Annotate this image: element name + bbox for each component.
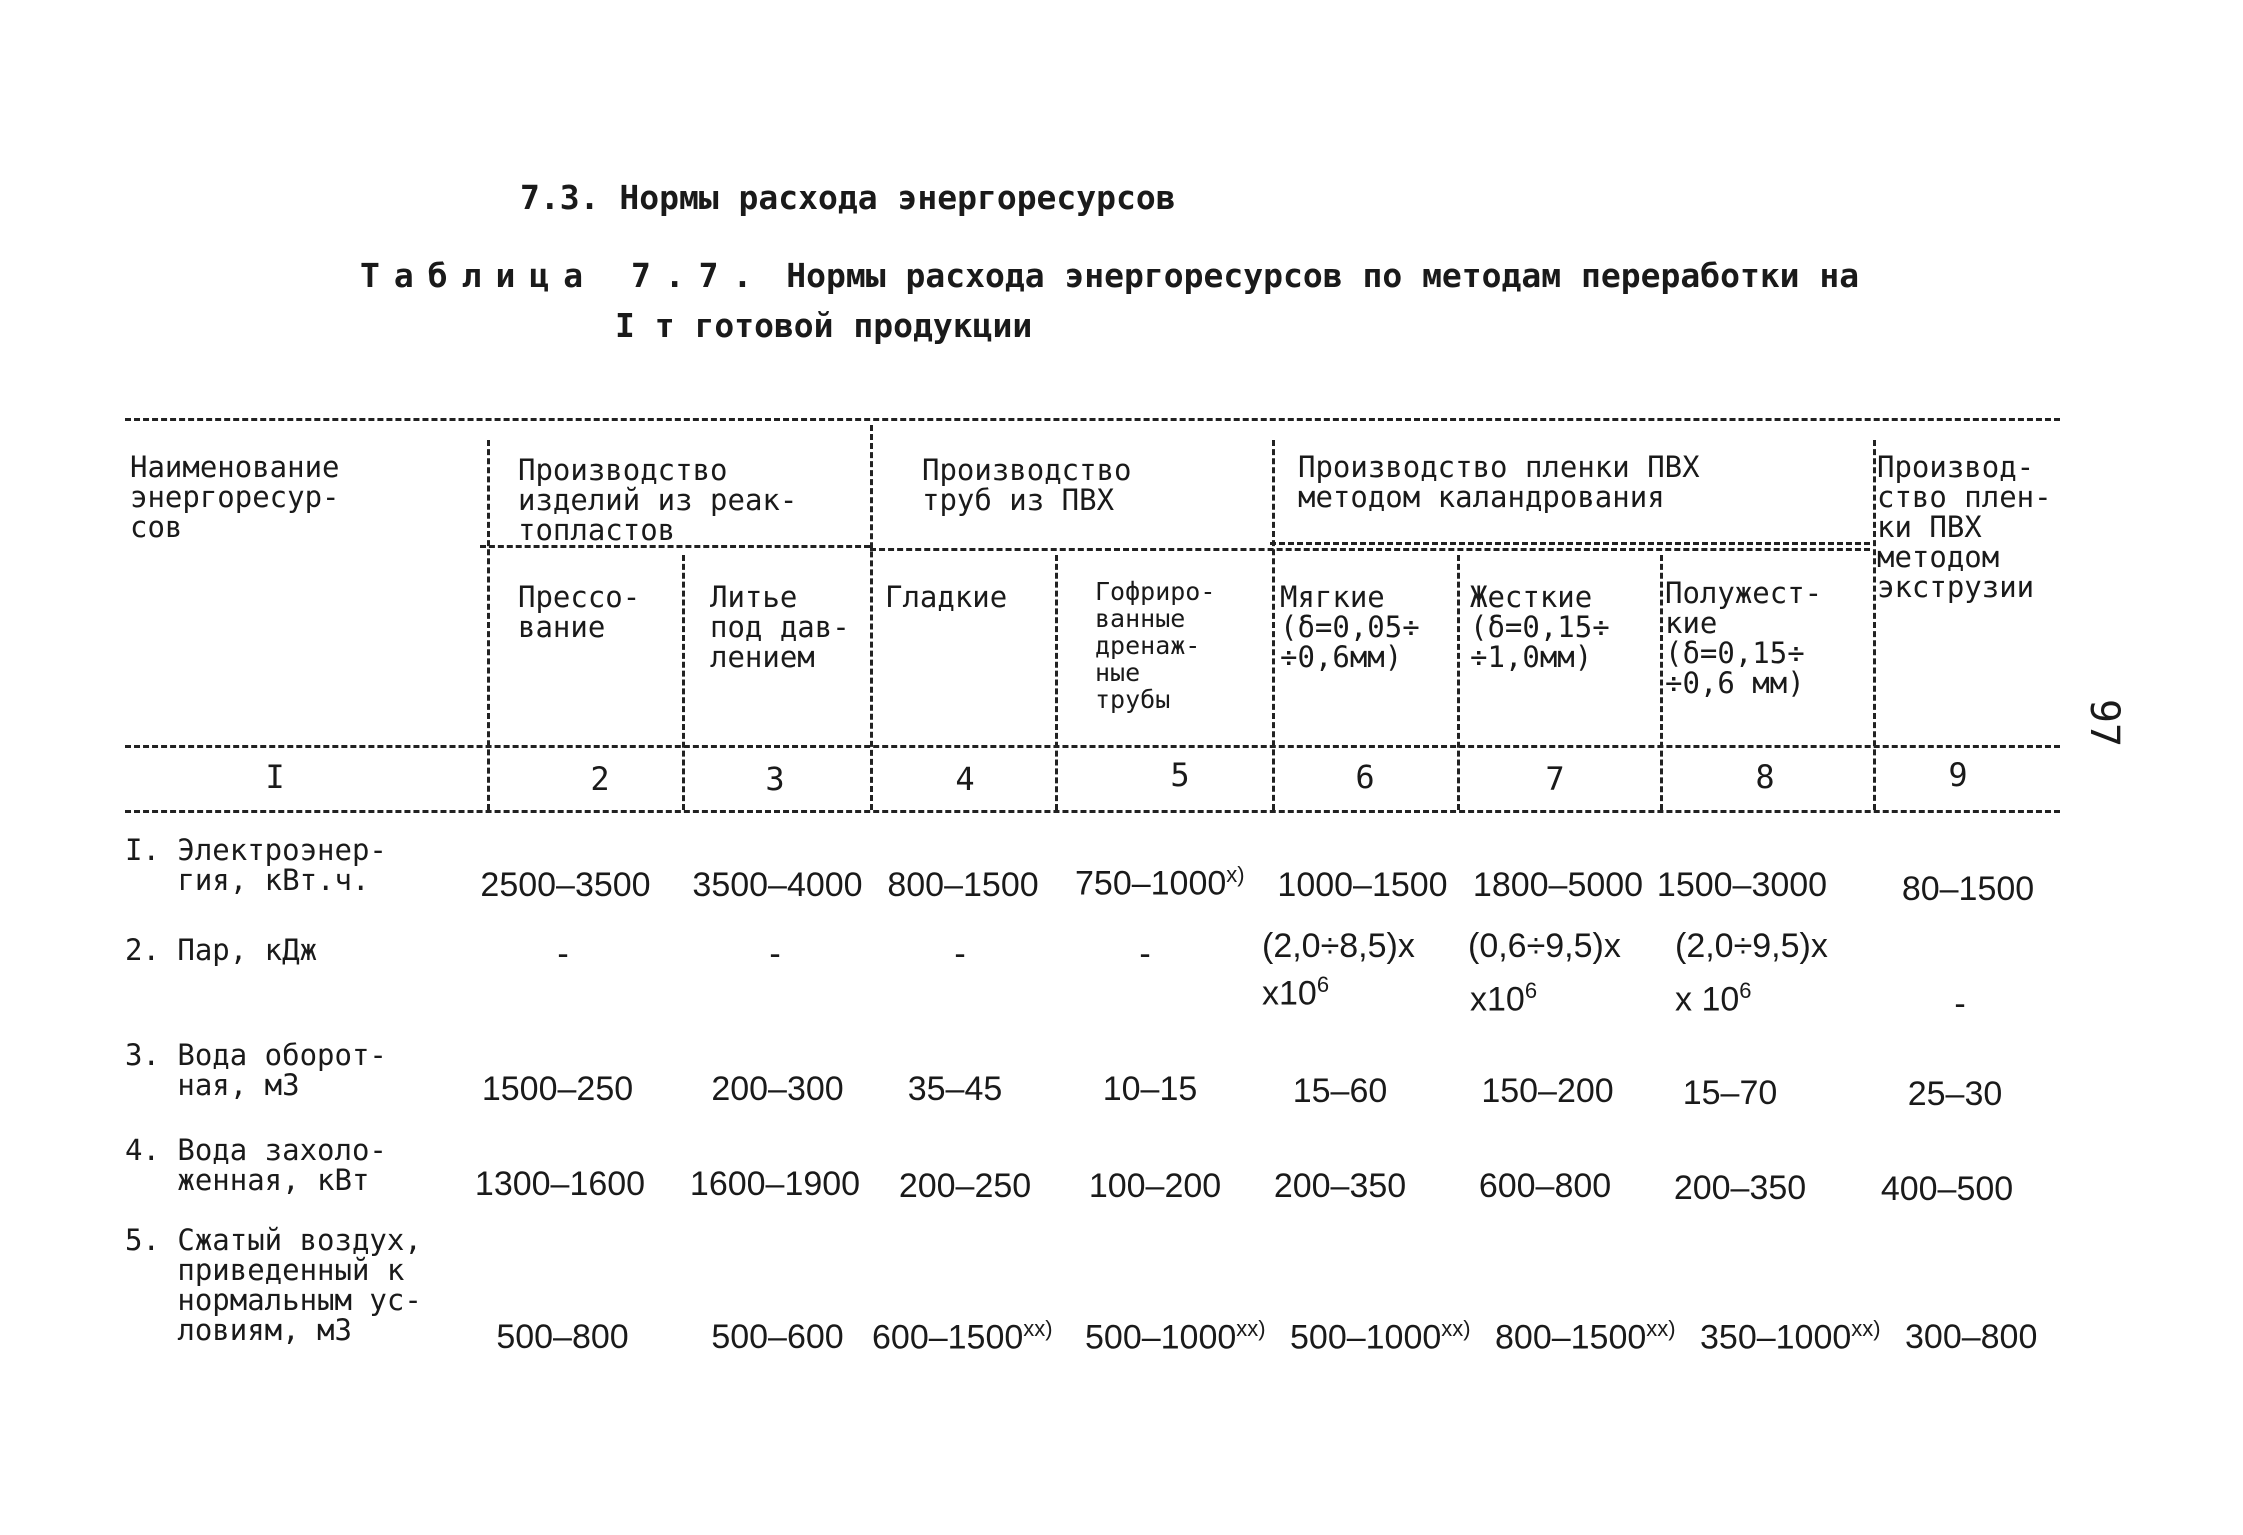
footnote-mark: хх) xyxy=(1441,1316,1471,1341)
cell: 3500–4000 xyxy=(692,866,863,904)
cell: - xyxy=(1954,985,1966,1023)
cell: - xyxy=(954,935,966,973)
row-label: I. Электроэнер- гия, кВт.ч. xyxy=(125,833,387,897)
header-name: Наименование энергоресур- сов xyxy=(130,450,340,544)
column-number-2: 2 xyxy=(590,760,610,798)
column-number-3: 3 xyxy=(765,760,785,798)
column-number-6: 6 xyxy=(1355,758,1375,796)
power: 6 xyxy=(1316,972,1330,997)
cell: 400–500 xyxy=(1880,1170,2014,1208)
cell: 150–200 xyxy=(1481,1072,1614,1110)
cell: 600–800 xyxy=(1478,1167,1612,1205)
footnote-mark: хх) xyxy=(1646,1316,1676,1341)
table-caption-line2: I т готовой продукции xyxy=(615,306,1033,345)
cell: - xyxy=(557,935,569,973)
column-number-8: 8 xyxy=(1755,758,1775,796)
cell: 200–250 xyxy=(898,1167,1032,1205)
header-col3: Литье под дав- лением xyxy=(710,580,850,674)
header-col5: Гофриро- ванные дренаж- ные трубы xyxy=(1095,577,1216,714)
column-number-9: 9 xyxy=(1948,756,1968,794)
cell-value: х 10 xyxy=(1675,980,1740,1019)
header-group-calender: Производство пленки ПВХ методом каландрования xyxy=(1298,450,1700,514)
cell: 500–800 xyxy=(496,1318,629,1356)
cell: 10–15 xyxy=(1102,1070,1198,1108)
header-group-extrusion: Производ- ство плен- ки ПВХ методом экструзии xyxy=(1877,450,2052,604)
cell-value: х10 xyxy=(1262,974,1317,1013)
header-group-reaktoplast: Производство изделий из реак- топластов xyxy=(518,453,798,547)
cell: 200–300 xyxy=(711,1070,844,1108)
cell xyxy=(1495,1316,1700,1357)
cell: 80–1500 xyxy=(1901,870,2035,908)
header-group-pipes: Производство труб из ПВХ xyxy=(922,453,1132,517)
column-number-7: 7 xyxy=(1545,760,1565,798)
footnote-mark: хх) xyxy=(1023,1316,1053,1341)
header-col8: Полужест- кие (δ=0,15÷ ÷0,6 мм) xyxy=(1665,576,1823,700)
cell: 35–45 xyxy=(907,1070,1003,1108)
cell: (2,0÷9,5)х xyxy=(1675,927,1828,965)
cell-value: 500–1000 xyxy=(1290,1318,1442,1357)
cell: 1800–5000 xyxy=(1472,866,1644,904)
table-caption-lead: Таблица 7.7. xyxy=(360,256,767,295)
column-number-5: 5 xyxy=(1170,756,1190,794)
cell-value: 750–1000 xyxy=(1075,864,1227,903)
cell: 1600–1900 xyxy=(689,1165,861,1203)
cell xyxy=(1290,1316,1495,1357)
cell-value: 350–1000 xyxy=(1700,1318,1852,1357)
row-label: 4. Вода захоло- женная, кВт xyxy=(125,1133,387,1197)
cell: (0,6÷9,5)х xyxy=(1468,927,1621,965)
cell: 500–600 xyxy=(711,1318,844,1356)
cell-value: х10 xyxy=(1470,980,1525,1019)
cell: 200–350 xyxy=(1273,1167,1407,1205)
section-title: 7.3. Нормы расхода энергоресурсов xyxy=(520,178,1176,217)
footnote-mark: хх) xyxy=(1851,1316,1881,1341)
header-col2: Прессо- вание xyxy=(518,580,641,644)
cell: 25–30 xyxy=(1907,1075,2003,1113)
cell: 15–60 xyxy=(1292,1072,1388,1110)
cell: 100–200 xyxy=(1088,1167,1222,1205)
cell-exponent xyxy=(1262,972,1382,1013)
cell-value: 800–1500 xyxy=(1495,1318,1647,1357)
row-label: 2. Пар, кДж xyxy=(125,933,318,967)
header-col7: Жесткие (δ=0,15÷ ÷1,0мм) xyxy=(1470,580,1610,674)
row-label: 3. Вода оборот- ная, м3 xyxy=(125,1038,387,1102)
cell: 1500–3000 xyxy=(1656,866,1828,904)
cell-value: 600–1500 xyxy=(872,1318,1024,1357)
cell: 300–800 xyxy=(1905,1318,2038,1356)
cell: 2500–3500 xyxy=(480,866,651,904)
cell: 1000–1500 xyxy=(1277,866,1448,904)
cell: 1500–250 xyxy=(481,1070,634,1108)
cell: 1300–1600 xyxy=(474,1165,646,1203)
row-label: 5. Сжатый воздух, приведенный к нормальным ус- ловиям, м3 xyxy=(125,1223,422,1347)
header-col6: Мягкие (δ=0,05÷ ÷0,6мм) xyxy=(1280,580,1420,674)
power: 6 xyxy=(1739,978,1752,1003)
column-number-1: I xyxy=(265,758,285,796)
cell: 200–350 xyxy=(1673,1169,1807,1207)
header-col4: Гладкие xyxy=(885,580,1008,614)
cell-exponent xyxy=(1470,978,1590,1019)
cell: (2,0÷8,5)х xyxy=(1262,927,1415,965)
cell xyxy=(1085,1316,1290,1357)
power: 6 xyxy=(1524,978,1538,1003)
cell-exponent xyxy=(1675,978,1795,1019)
cell: 800–1500 xyxy=(887,866,1039,904)
table-caption-text: Нормы расхода энергоресурсов по методам переработки на xyxy=(786,256,1860,295)
cell xyxy=(1075,862,1250,903)
footnote-mark: х) xyxy=(1226,862,1245,887)
cell: - xyxy=(1139,935,1151,973)
table-caption xyxy=(360,256,1859,295)
column-number-4: 4 xyxy=(955,760,975,798)
cell: - xyxy=(769,935,781,973)
footnote-mark: хх) xyxy=(1236,1316,1266,1341)
cell xyxy=(1700,1316,1905,1357)
cell-value: 500–1000 xyxy=(1085,1318,1237,1357)
page-number: 97 xyxy=(2081,698,2128,748)
cell: 15–70 xyxy=(1682,1074,1778,1112)
cell xyxy=(872,1316,1082,1357)
